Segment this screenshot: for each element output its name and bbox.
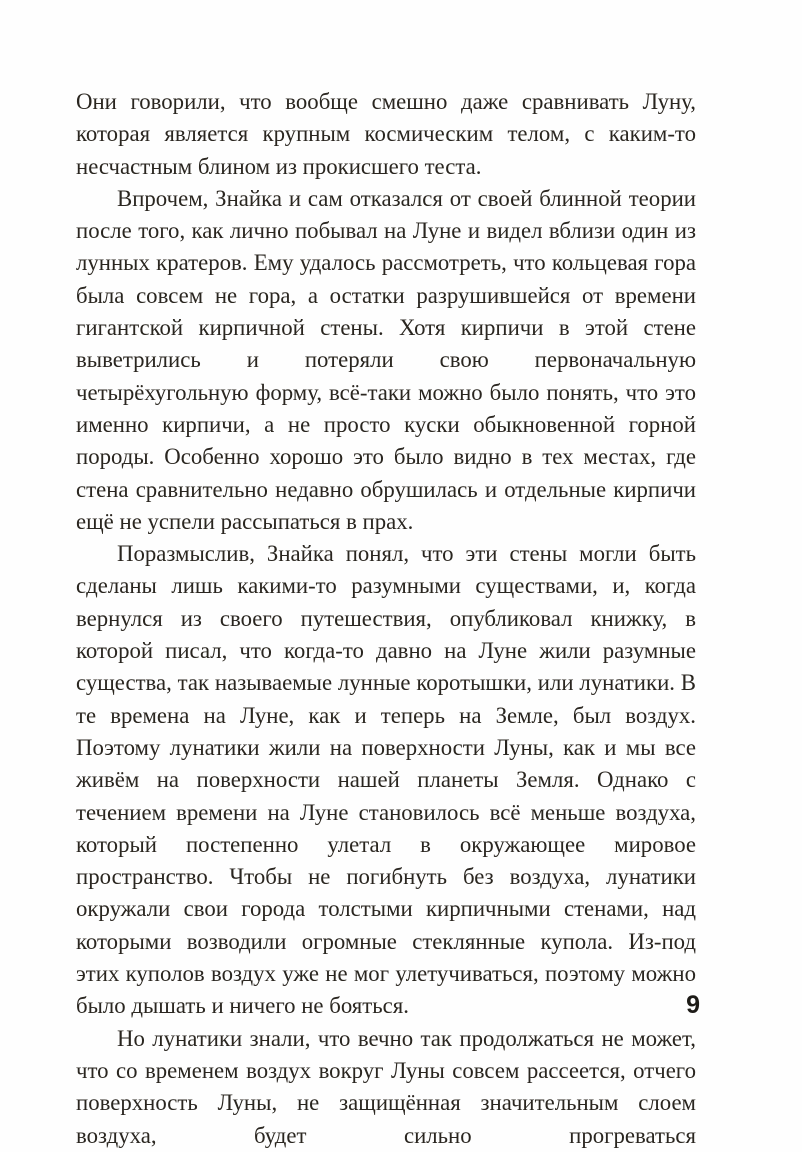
page-number: 9 [686, 991, 700, 1019]
paragraph-4: Но лунатики знали, что вечно так продолжаться не может, что со временем воздух вокруг Луны совсем рассеется, отчего поверхность Луны, не защищённая значительным слоем воздуха, будет сильно прогреваться [76, 1025, 696, 1148]
page-body [76, 86, 696, 1152]
paragraph-2: Впрочем, Знайка и сам отказался от своей блинной теории после того, как лично побывал на Луне и видел вблизи один из лунных кратеров. Ему удалось рассмотреть, что кольцевая гора была совсем не гора, а остатки разрушившейся от времени гигантской кирпичной стены. Хотя кирпичи в этой стене выветрились и потеряли свою первоначальную четырёхугольную форму, всё-таки можно было понять, что это именно кирпичи, а не просто куски обыкновенной горной породы. Особенно хорошо это было видно в тех местах, где стена сравнительно недавно обрушилась и отдельные кирпичи ещё не успели рассыпаться в прах. [76, 185, 696, 534]
paragraph-3: Поразмыслив, Знайка понял, что эти стены могли быть сделаны лишь какими-то разумными существами, и, когда вернулся из своего путешествия, опубликовал книжку, в которой писал, что когда-то давно на Луне жили разумные существа, так называемые лунные коротышки, или лунатики. В те времена на Луне, как и теперь на Земле, был воздух. Поэтому лунатики жили на поверхности Луны, как и мы все живём на поверхности нашей планеты Земля. Однако с течением времени на Луне становилось всё меньше воздуха, который постепенно улетал в окружающее мировое пространство. Чтобы не погибнуть без воздуха, лунатики окружали свои города толстыми кирпичными стенами, над которыми возводили огромные стеклянные купола. Из-под этих куполов воздух уже не мог улетучиваться, поэтому можно было дышать и ничего не бояться. [76, 541, 696, 1019]
paragraph-1: Они говорили, что вообще смешно даже сравнивать Луну, которая является крупным космическим телом, с каким-то несчастным блином из прокисшего теста. [76, 89, 696, 179]
